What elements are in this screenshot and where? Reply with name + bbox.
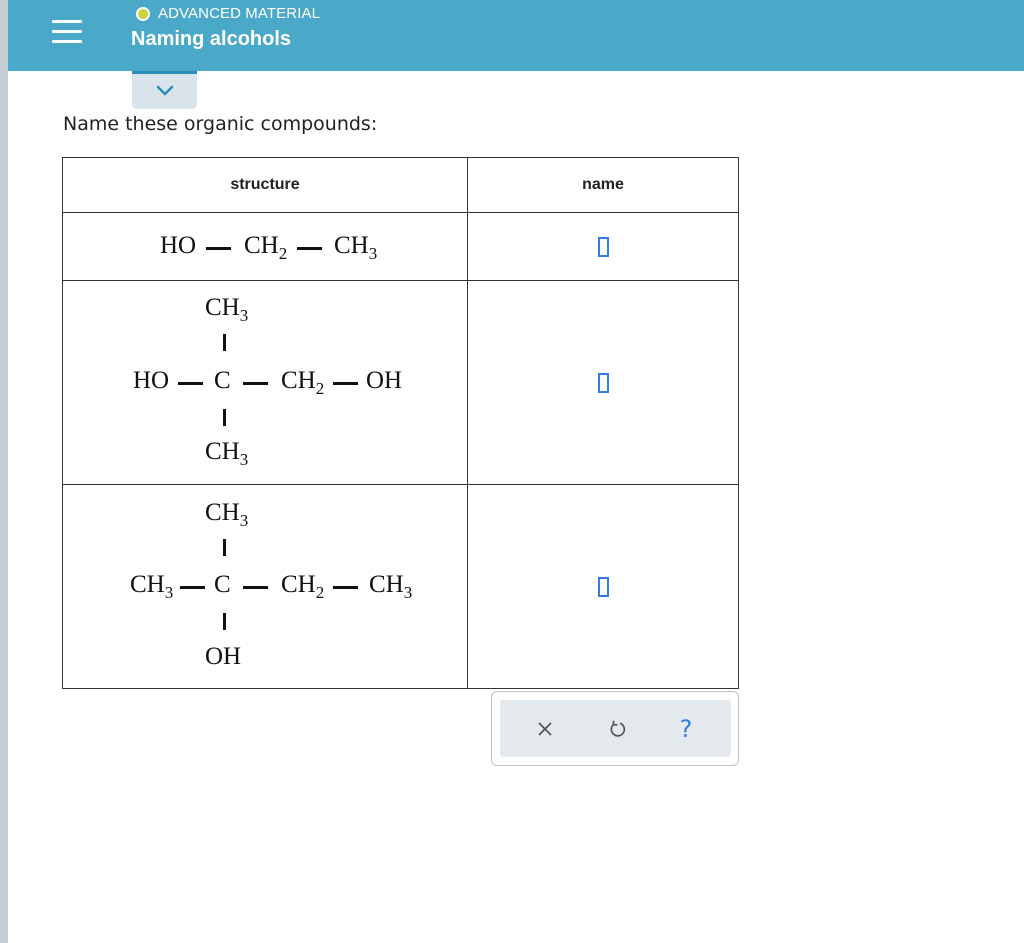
close-icon [537, 721, 553, 737]
header-bar [8, 0, 1024, 71]
table-row [63, 485, 739, 689]
atom-ho: HO [133, 367, 170, 394]
atom-ch3-top: $CH_3$ [205, 499, 249, 530]
name-cell [468, 213, 739, 281]
atom-oh: OH [366, 367, 403, 394]
table-row [63, 213, 739, 281]
bond [180, 586, 205, 589]
bond [223, 409, 226, 426]
expand-tab[interactable] [132, 71, 197, 109]
atom-ch3-top: $CH_3$ [205, 294, 249, 325]
clear-button[interactable] [515, 700, 575, 757]
tertiary-alcohol-structure [63, 485, 467, 688]
atom-ch3-right: $CH_3$ [369, 571, 413, 602]
bond [206, 247, 231, 250]
atom-ch3-left: $CH_3$ [130, 571, 174, 602]
bond [223, 334, 226, 351]
name-cell [468, 281, 739, 485]
help-icon: ? [679, 714, 693, 743]
answer-input[interactable] [598, 237, 609, 257]
atom-ch2: $CH_2$ [281, 571, 325, 602]
help-button[interactable] [656, 700, 716, 757]
page-title: Naming alcohols [131, 28, 292, 50]
name-cell [468, 485, 739, 689]
undo-icon [607, 719, 627, 739]
menu-icon[interactable] [52, 18, 82, 46]
atom-ch3-bottom: $CH_3$ [205, 438, 249, 469]
bond [178, 382, 203, 385]
atom-ch2: $CH_2$ [281, 367, 325, 398]
atom-c: C [214, 571, 231, 598]
answer-input[interactable] [598, 373, 609, 393]
structure-cell [63, 281, 468, 485]
ethanol-structure [63, 213, 467, 280]
bond [333, 382, 358, 385]
compounds-table [62, 157, 739, 689]
bond [243, 382, 268, 385]
structure-header: structure [63, 158, 468, 213]
atom-c: C [214, 367, 231, 394]
undo-button[interactable] [587, 700, 647, 757]
table-row [63, 281, 739, 485]
structure-cell [63, 213, 468, 281]
status-dot-icon [136, 7, 150, 21]
atom-ch2: $CH_2$ [244, 232, 288, 263]
atom-oh-bottom: OH [205, 643, 242, 670]
chevron-down-icon [156, 85, 174, 97]
diol-structure [63, 281, 467, 484]
answer-input[interactable] [598, 577, 609, 597]
bond [223, 613, 226, 630]
answer-toolbar [491, 691, 739, 766]
question-prompt: Name these organic compounds: [63, 113, 378, 135]
bond [223, 539, 226, 556]
bond [297, 247, 322, 250]
structure-cell [63, 485, 468, 689]
atom-ho: HO [160, 232, 197, 259]
left-edge-bar [0, 0, 8, 943]
bond [243, 586, 268, 589]
atom-ch3: $CH_3$ [334, 232, 378, 263]
bond [333, 586, 358, 589]
section-status: ADVANCED MATERIAL [158, 5, 321, 22]
name-header: name [468, 158, 739, 213]
